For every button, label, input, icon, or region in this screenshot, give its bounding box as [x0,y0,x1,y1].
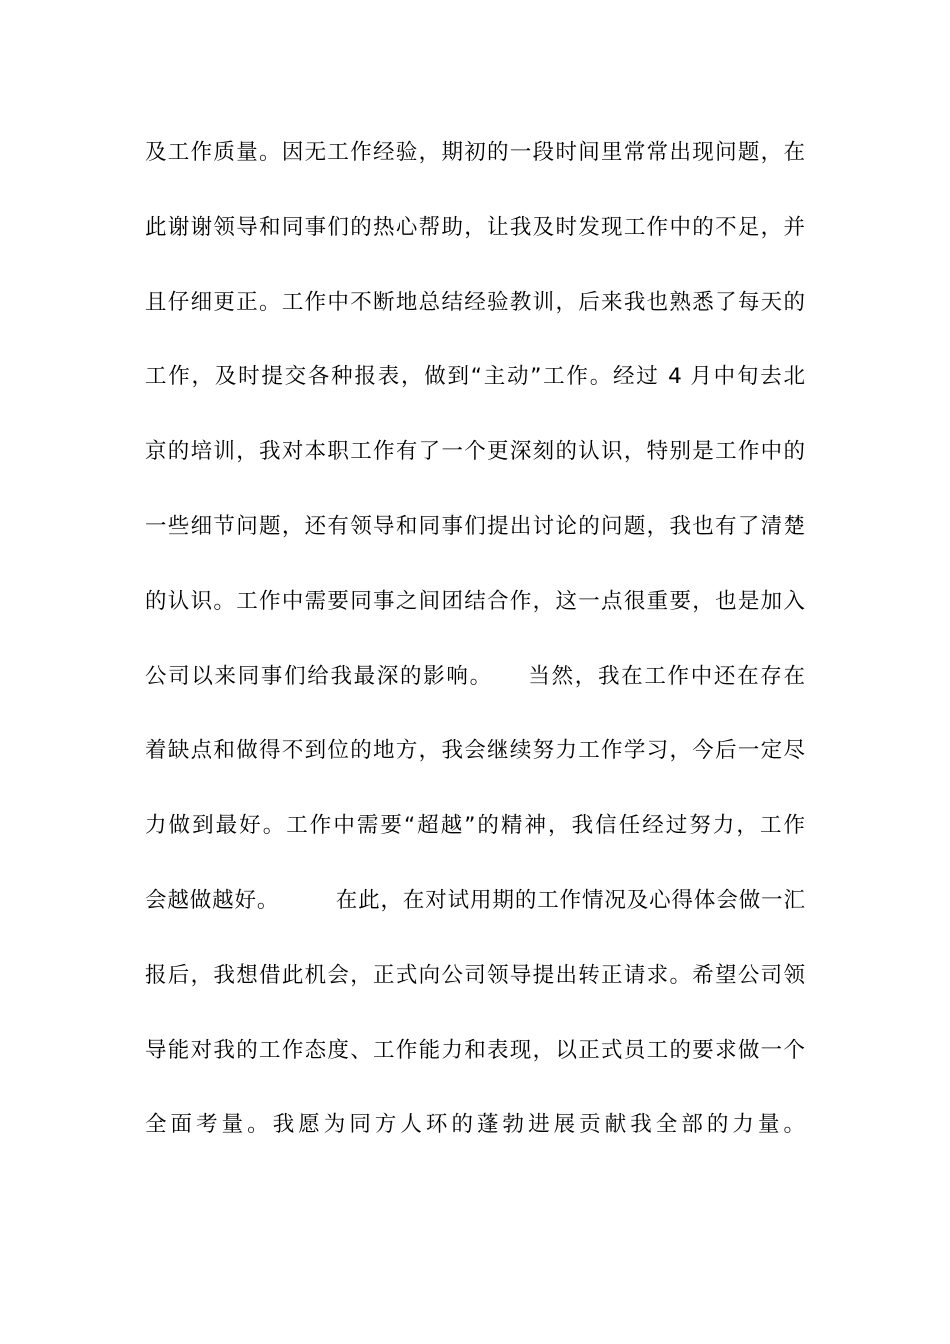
text-line-9: 着缺点和做得不到位的地方，我会继续努力工作学习，今后一定尽 [145,738,805,764]
text-line-4: 工作，及时提交各种报表，做到“主动”工作。经过 4 月中旬去北 [145,364,805,390]
body-text [145,134,805,1181]
text-line-5: 京的培训，我对本职工作有了一个更深刻的认识，特别是工作中的 [145,439,805,465]
text-line-11: 会越做越好。 在此，在对试用期的工作情况及心得体会做一汇 [145,887,805,913]
text-line-3: 且仔细更正。工作中不断地总结经验教训，后来我也熟悉了每天的 [145,289,805,315]
text-line-7: 的认识。工作中需要同事之间团结合作，这一点很重要，也是加入 [145,588,805,614]
text-line-1: 及工作质量。因无工作经验，期初的一段时间里常常出现问题，在 [145,140,805,165]
text-line-2: 此谢谢领导和同事们的热心帮助，让我及时发现工作中的不足，并 [145,214,805,240]
text-line-13: 导能对我的工作态度、工作能力和表现，以正式员工的要求做一个 [145,1037,805,1063]
text-line-12: 报后，我想借此机会，正式向公司领导提出转正请求。希望公司领 [145,962,805,988]
text-line-10: 力做到最好。工作中需要“超越”的精神，我信任经过努力，工作 [145,813,805,839]
text-line-8: 公司以来同事们给我最深的影响。 当然，我在工作中还在存在 [145,663,805,689]
text-line-14: 全面考量。我愿为同方人环的蓬勃进展贡献我全部的力量。 [145,1112,805,1138]
text-line-6: 一些细节问题，还有领导和同事们提出讨论的问题，我也有了清楚 [145,513,805,539]
